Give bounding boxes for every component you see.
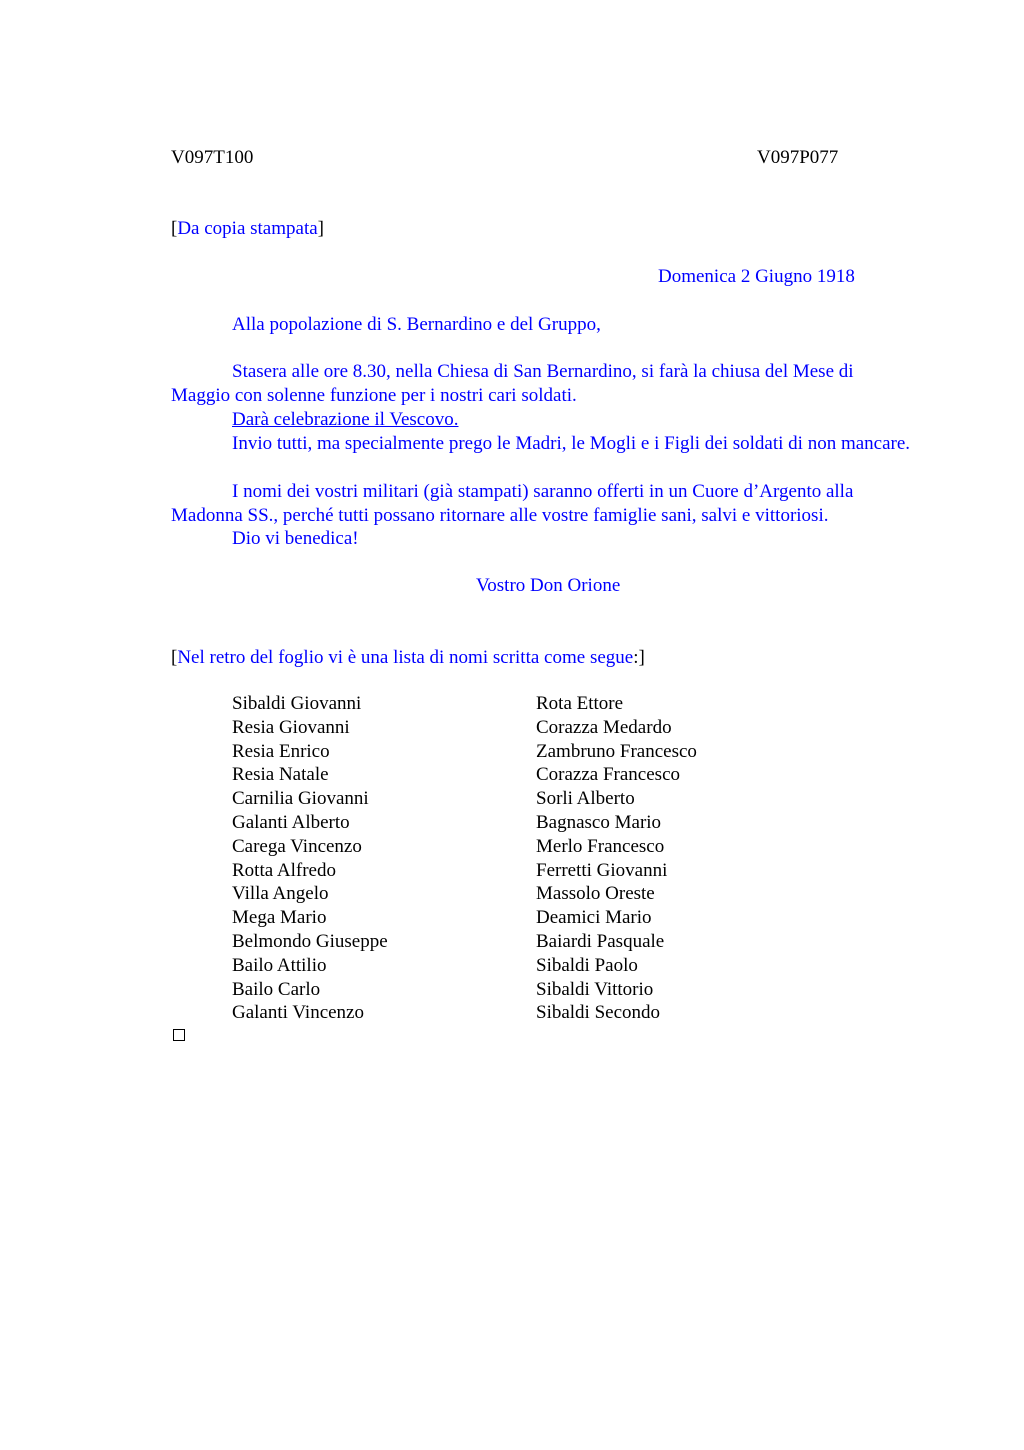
body-paragraph-4: I nomi dei vostri militari (già stampati) saranno offerti in un Cuore d’Argento alla Madonna SS., perché tutti possano ritornare alle vostre famiglie sani, salvi e vittoriosi.	[171, 481, 854, 526]
list-item: Carega Vincenzo	[232, 835, 362, 857]
list-item: Corazza Francesco	[536, 764, 681, 786]
list-item: Bailo Carlo	[232, 978, 321, 1000]
back-note-open-bracket: [	[171, 647, 178, 668]
list-item: Galanti Vincenzo	[232, 1002, 364, 1024]
list-item: Mega Mario	[232, 907, 327, 929]
list-item: Rota Ettore	[536, 693, 624, 714]
date-line: Domenica 2 Giugno 1918	[658, 266, 855, 287]
body-paragraph-2-text: Darà celebrazione il Vescovo.	[232, 409, 459, 430]
body-paragraph-3: Invio tutti, ma specialmente prego le Madri, le Mogli e i Figli dei soldati di non mancare.	[232, 433, 911, 454]
empty-box-icon	[173, 1029, 185, 1041]
list-item: Belmondo Giuseppe	[232, 930, 388, 952]
source-note-text: Da copia stampata	[177, 218, 318, 239]
list-item: Bagnasco Mario	[536, 811, 662, 833]
list-item: Galanti Alberto	[232, 811, 350, 833]
body-paragraph-1: Stasera alle ore 8.30, nella Chiesa di San Bernardino, si farà la chiusa del Mese di Maggio con solenne funzione per i nostri cari soldati.	[171, 361, 854, 406]
list-item: Carnilia Giovanni	[232, 788, 369, 810]
signature: Vostro Don Orione	[476, 575, 621, 596]
back-note-close-bracket: :]	[633, 647, 645, 668]
body-paragraph-2	[171, 408, 916, 432]
list-item: Bailo Attilio	[232, 954, 327, 976]
list-item: Sibaldi Secondo	[536, 1002, 661, 1024]
names-list-right	[536, 692, 697, 1025]
list-item: Sorli Alberto	[536, 788, 635, 810]
list-item: Villa Angelo	[232, 883, 329, 905]
list-item: Resia Enrico	[232, 740, 330, 762]
list-item: Baiardi Pasquale	[536, 930, 665, 952]
list-item: Sibaldi Paolo	[536, 954, 638, 976]
list-item: Deamici Mario	[536, 907, 652, 929]
list-item: Zambruno Francesco	[536, 740, 697, 762]
greeting: Alla popolazione di S. Bernardino e del Gruppo,	[232, 314, 601, 335]
list-item: Massolo Oreste	[536, 883, 655, 905]
list-item: Sibaldi Vittorio	[536, 978, 654, 1000]
source-note-close-bracket: ]	[317, 218, 324, 239]
list-item: Resia Natale	[232, 764, 329, 786]
body-paragraph-5: Dio vi benedica!	[232, 528, 359, 549]
list-item: Ferretti Giovanni	[536, 859, 668, 881]
back-note	[171, 646, 645, 670]
list-item: Sibaldi Giovanni	[232, 693, 362, 714]
source-note	[171, 217, 324, 241]
list-item: Corazza Medardo	[536, 716, 672, 738]
header-left-code: V097T100	[171, 147, 254, 168]
list-item: Resia Giovanni	[232, 716, 350, 738]
names-list-left	[232, 692, 388, 1025]
back-note-text: Nel retro del foglio vi è una lista di nomi scritta come segue	[177, 647, 634, 668]
list-item: Rotta Alfredo	[232, 859, 336, 881]
header-right-code: V097P077	[757, 147, 839, 168]
list-item: Merlo Francesco	[536, 835, 665, 857]
source-note-open-bracket: [	[171, 218, 178, 239]
